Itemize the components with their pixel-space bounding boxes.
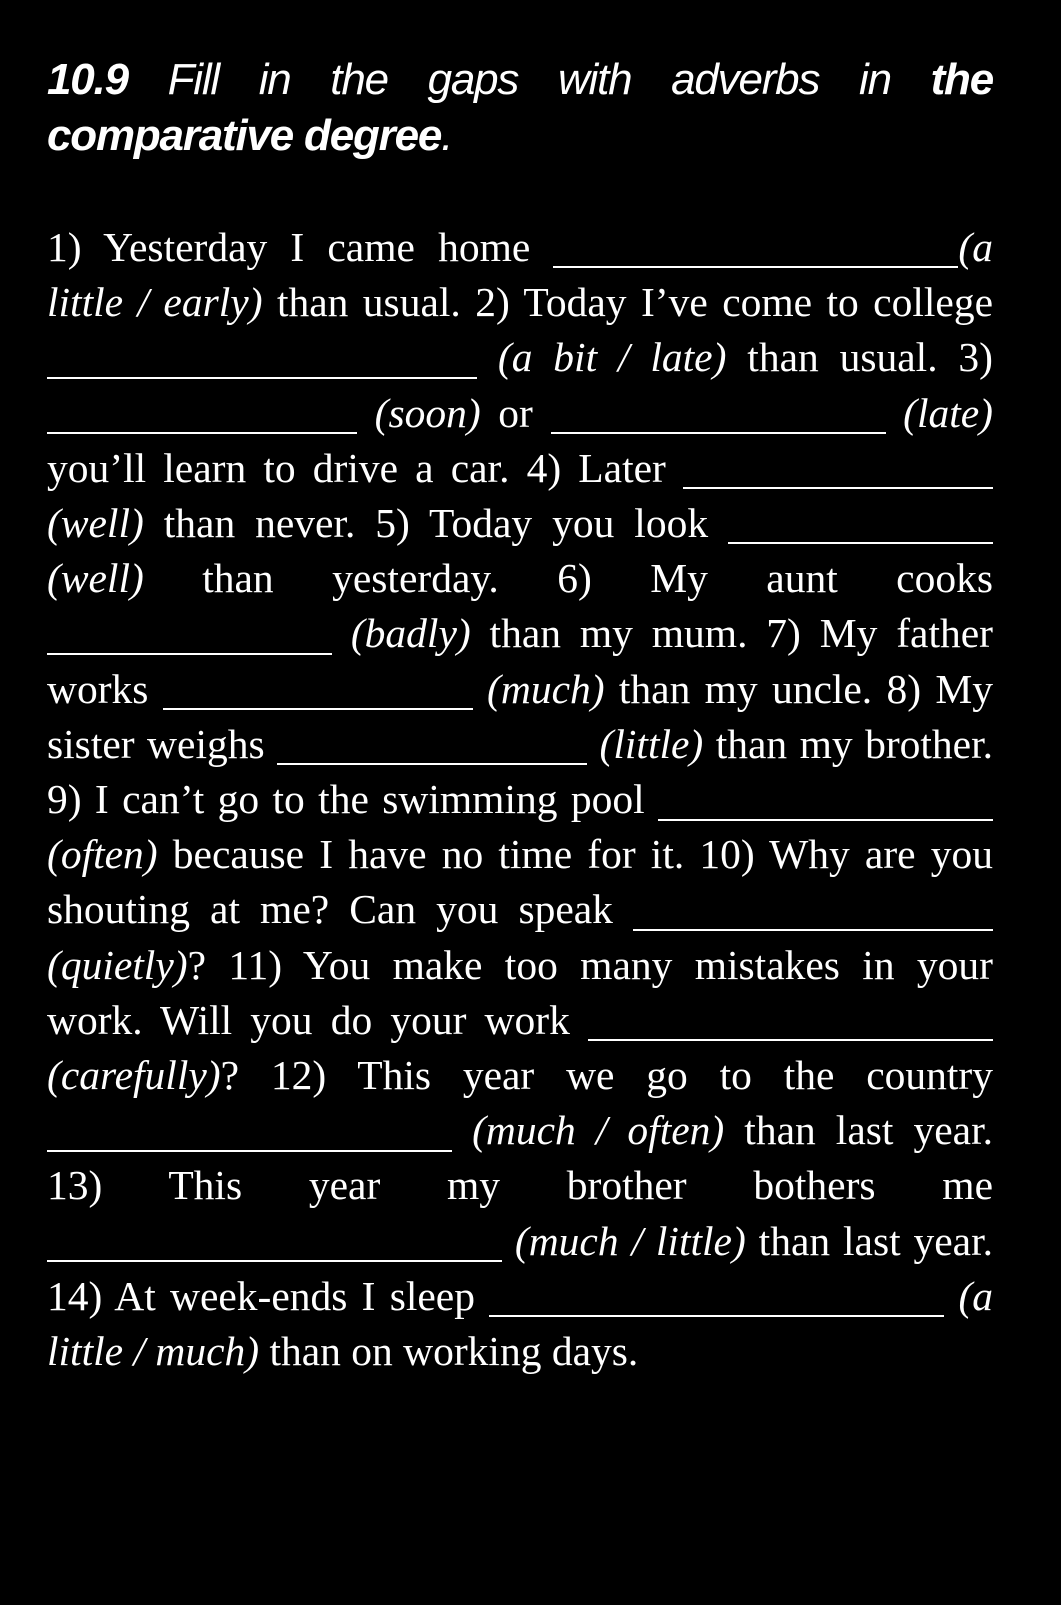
word-hint: (a bit / late) [497, 334, 727, 381]
heading-instruction: Fill in the gaps with adverbs in [167, 55, 891, 104]
exercise-text-segment: than usual. 3) [726, 334, 994, 381]
exercise-text-segment [357, 390, 375, 436]
word-hint: (carefully) [47, 1052, 221, 1099]
answer-blank[interactable] [633, 885, 993, 931]
word-hint: (soon) [374, 389, 481, 436]
exercise-text-segment [332, 610, 351, 656]
answer-blank[interactable] [489, 1272, 944, 1318]
exercise-text-segment [502, 1218, 515, 1264]
answer-blank[interactable] [277, 720, 587, 766]
exercise-number: 10.9 [47, 55, 128, 104]
word-hint: (quietly) [47, 941, 188, 988]
exercise-text-segment: than yesterday. 6) My aunt cooks [143, 555, 993, 602]
word-hint: (a little / early) [47, 224, 993, 326]
heading-period: . [441, 111, 453, 160]
exercise-text-segment [473, 666, 487, 712]
word-hint: (well) [47, 500, 144, 547]
word-hint: (much / little) [514, 1217, 746, 1264]
word-hint: (late) [903, 389, 993, 436]
exercise-text-segment: than my mum. 7) My father works [47, 610, 993, 712]
answer-blank[interactable] [683, 444, 993, 490]
answer-blank[interactable] [163, 665, 473, 711]
exercise-text-segment: than last year. 14) At week-ends I sleep [47, 1217, 993, 1319]
exercise-text-segment [944, 1273, 958, 1319]
answer-blank[interactable] [47, 333, 477, 379]
exercise-text [47, 220, 993, 1379]
answer-blank[interactable] [47, 1217, 502, 1263]
answer-blank[interactable] [658, 775, 993, 821]
answer-blank[interactable] [553, 223, 958, 269]
exercise-text-segment: than my brother. 9) I can’t go to the swimming pool [47, 720, 994, 823]
answer-blank[interactable] [47, 609, 332, 655]
answer-blank[interactable] [551, 389, 886, 435]
exercise-text-segment [886, 390, 904, 436]
word-hint: (often) [47, 831, 158, 878]
exercise-text-segment: than on working days. [259, 1328, 639, 1375]
word-hint: (much) [487, 665, 605, 712]
exercise-text-segment [587, 721, 599, 767]
exercise-heading [47, 52, 993, 164]
exercise-text-segment: than never. 5) Today you look [143, 500, 728, 547]
exercise-text-segment: ? 12) This year we go to the country [220, 1052, 993, 1099]
word-hint: (well) [47, 555, 144, 602]
exercise-page [47, 52, 993, 1379]
exercise-text-segment [477, 334, 498, 380]
exercise-text-segment: or [480, 389, 551, 436]
answer-blank[interactable] [47, 1106, 452, 1152]
exercise-text-segment: than my uncle. 8) My sister weighs [47, 665, 993, 767]
exercise-text-segment: because I have no time for it. 10) Why are you shouting at me? Can you speak [47, 831, 993, 933]
word-hint: (much / often) [472, 1107, 725, 1154]
exercise-text-segment: than usual. 2) Today I’ve come to college [262, 279, 993, 326]
exercise-text-segment: 1) Yesterday I came home [47, 224, 554, 270]
exercise-text-segment: ? 11) You make too many mistakes in your work. Will you do your work [47, 941, 993, 1043]
word-hint: (a little / much) [47, 1272, 994, 1375]
word-hint: (little) [599, 720, 704, 767]
exercise-text-segment [452, 1107, 472, 1153]
answer-blank[interactable] [728, 499, 993, 545]
word-hint: (badly) [350, 610, 471, 657]
answer-blank[interactable] [47, 389, 357, 435]
heading-emphasis: the comparative degree [47, 55, 993, 160]
exercise-text-segment: than last year. 13) This year my brother bothers me [47, 1107, 993, 1209]
answer-blank[interactable] [588, 996, 993, 1042]
exercise-text-segment: you’ll learn to drive a car. 4) Later [47, 444, 683, 491]
